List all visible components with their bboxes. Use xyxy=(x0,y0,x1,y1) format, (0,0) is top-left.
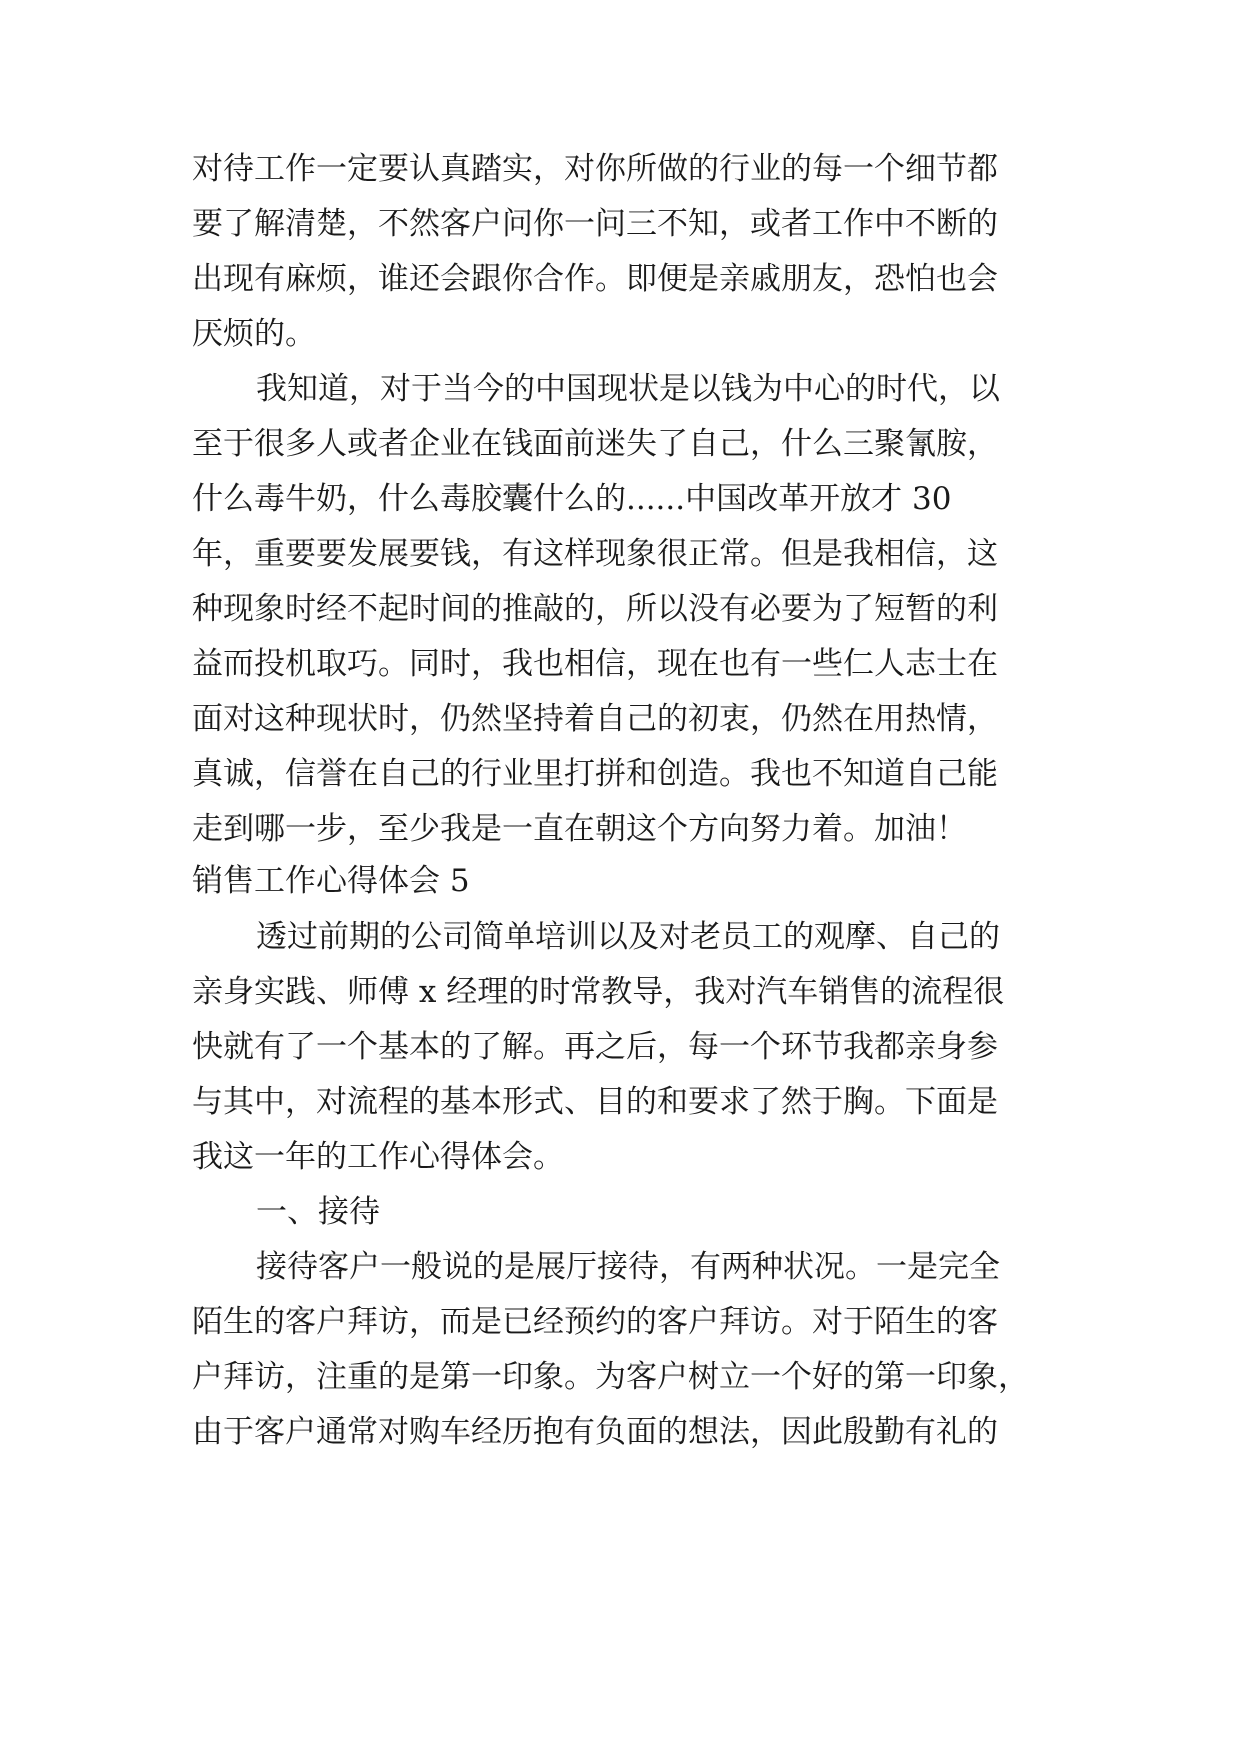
text-line: 要了解清楚，不然客户问你一问三不知，或者工作中不断的 xyxy=(192,206,998,242)
text-line: 面对这种现状时，仍然坚持着自己的初衷，仍然在用热情， xyxy=(192,701,998,737)
text-line: 陌生的客户拜访，而是已经预约的客户拜访。对于陌生的客 xyxy=(192,1304,998,1340)
text-line: 亲身实践、师傅 x 经理的时常教导，我对汽车销售的流程很 xyxy=(192,974,1005,1010)
text-line: 什么毒牛奶，什么毒胶囊什么的......中国改革开放才 30 xyxy=(192,481,952,517)
text-line: 走到哪一步，至少我是一直在朝这个方向努力着。加油！ xyxy=(192,811,967,847)
subsection-heading: 一、接待 xyxy=(256,1194,380,1230)
section-heading: 销售工作心得体会 5 xyxy=(192,863,470,899)
text-line: 益而投机取巧。同时，我也相信，现在也有一些仁人志士在 xyxy=(192,646,998,682)
text-line: 户拜访，注重的是第一印象。为客户树立一个好的第一印象， xyxy=(192,1359,1029,1395)
text-line: 我知道，对于当今的中国现状是以钱为中心的时代，以 xyxy=(256,371,1000,407)
text-line: 厌烦的。 xyxy=(192,316,316,352)
text-line: 我这一年的工作心得体会。 xyxy=(192,1139,564,1175)
text-line: 快就有了一个基本的了解。再之后，每一个环节我都亲身参 xyxy=(192,1029,998,1065)
text-line: 接待客户一般说的是展厅接待，有两种状况。一是完全 xyxy=(256,1249,1000,1285)
text-line: 由于客户通常对购车经历抱有负面的想法，因此殷勤有礼的 xyxy=(192,1414,998,1450)
text-line: 与其中，对流程的基本形式、目的和要求了然于胸。下面是 xyxy=(192,1084,998,1120)
text-line: 至于很多人或者企业在钱面前迷失了自己，什么三聚氰胺， xyxy=(192,426,998,462)
text-line: 种现象时经不起时间的推敲的，所以没有必要为了短暂的利 xyxy=(192,591,998,627)
text-line: 出现有麻烦，谁还会跟你合作。即便是亲戚朋友，恐怕也会 xyxy=(192,261,998,297)
text-line: 真诚，信誉在自己的行业里打拼和创造。我也不知道自己能 xyxy=(192,756,998,792)
text-line: 透过前期的公司简单培训以及对老员工的观摩、自己的 xyxy=(256,919,1000,955)
text-line: 对待工作一定要认真踏实，对你所做的行业的每一个细节都 xyxy=(192,151,998,187)
text-line: 年，重要要发展要钱，有这样现象很正常。但是我相信，这 xyxy=(192,536,998,572)
